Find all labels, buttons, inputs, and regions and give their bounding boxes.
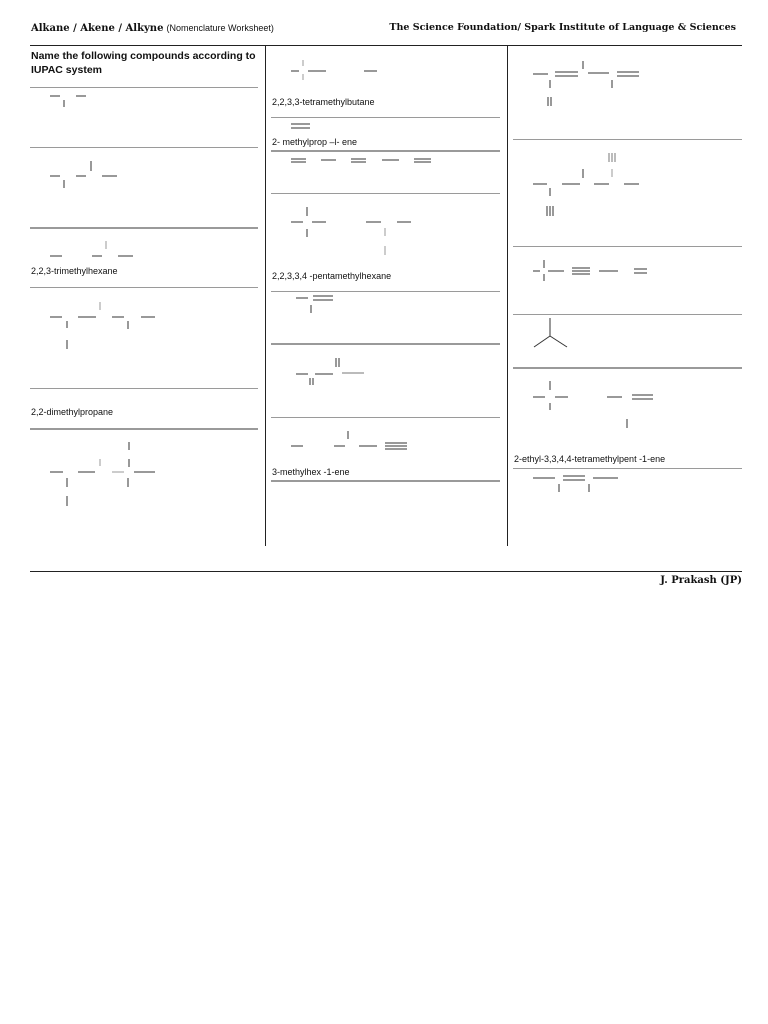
structure-c2-6	[296, 358, 364, 385]
compound-name: 2,2-dimethylpropane	[31, 407, 114, 417]
institute-name: The Science Foundation/ Spark Institute of Language & Sciences	[389, 22, 736, 33]
structure-c2-3	[291, 159, 431, 162]
compound-name: 2- methylprop –l- ene	[272, 137, 358, 147]
author-name: J. Prakash (JP)	[660, 575, 742, 586]
structure-c3-4	[534, 318, 567, 347]
subtitle-text: (Nomenclature Worksheet)	[166, 23, 274, 33]
structure-c3-5	[533, 381, 653, 428]
structure-c2-2	[291, 124, 310, 128]
structure-c3-1	[533, 61, 639, 106]
compound-name: 3-methylhex -1-ene	[272, 467, 350, 477]
structures	[50, 60, 653, 506]
structure-c3-3	[533, 260, 647, 281]
structure-c2-4	[291, 207, 411, 255]
footer-rule	[30, 571, 742, 572]
structure-c2-7	[291, 431, 407, 449]
compound-name: 2,2,3,3,4 -pentamethylhexane	[272, 271, 392, 281]
title-text: Alkane / Akene / Alkyne	[31, 23, 164, 34]
structure-4	[50, 302, 155, 349]
compound-name: 2,2,3-trimethylhexane	[31, 266, 118, 276]
structure-3	[50, 241, 133, 256]
structure-2	[50, 161, 117, 188]
structure-c2-1	[291, 60, 377, 80]
instructions: Name the following compounds according to IUPAC system	[31, 50, 256, 76]
structure-1	[50, 96, 86, 107]
compound-name: 2,2,3,3-tetramethylbutane	[272, 97, 375, 107]
structure-c3-2	[533, 153, 639, 216]
structure-c2-5	[296, 296, 333, 313]
structure-6	[50, 442, 155, 506]
compound-name: 2-ethyl-3,3,4,4-tetramethylpent -1-ene	[514, 454, 666, 464]
structure-c3-6	[533, 476, 618, 492]
